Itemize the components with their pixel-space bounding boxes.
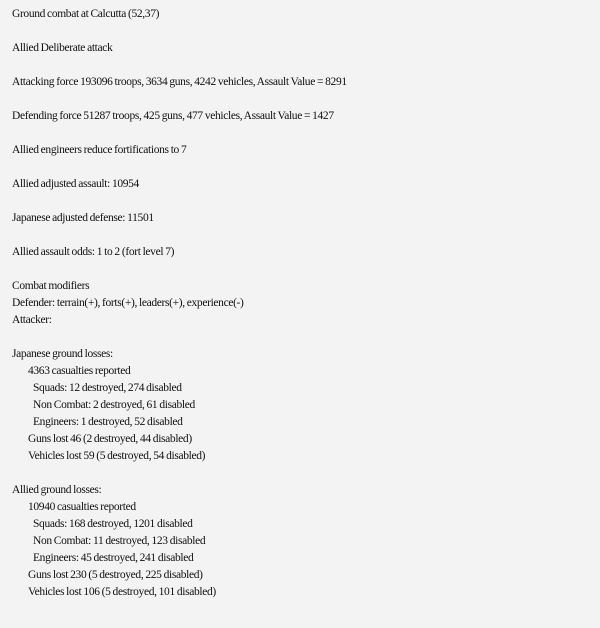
allied-losses-header: Allied ground losses:	[12, 484, 102, 496]
japanese-vehicles: Vehicles lost 59 (5 destroyed, 54 disabled)	[28, 450, 206, 462]
engineers-note: Allied engineers reduce fortifications to 7	[12, 144, 187, 156]
spacer	[12, 91, 588, 108]
japanese-losses-header: Japanese ground losses:	[12, 348, 113, 360]
spacer	[12, 465, 588, 482]
spacer	[12, 159, 588, 176]
allied-engineers: Engineers: 45 destroyed, 241 disabled	[33, 552, 194, 564]
attacker-modifiers: Attacker:	[12, 314, 52, 326]
attacking-force: Attacking force 193096 troops, 3634 guns, 4242 vehicles, Assault Value = 8291	[12, 76, 347, 88]
japanese-casualties: 4363 casualties reported	[28, 365, 131, 377]
report-title: Ground combat at Calcutta (52,37)	[12, 8, 160, 20]
allied-vehicles: Vehicles lost 106 (5 destroyed, 101 disabled)	[28, 586, 216, 598]
allied-guns: Guns lost 230 (5 destroyed, 225 disabled)	[28, 569, 203, 581]
japanese-squads: Squads: 12 destroyed, 274 disabled	[33, 382, 182, 394]
defender-modifiers: Defender: terrain(+), forts(+), leaders(+), experience(-)	[12, 297, 244, 309]
spacer	[12, 227, 588, 244]
assault-odds: Allied assault odds: 1 to 2 (fort level 7)	[12, 246, 175, 258]
defending-force: Defending force 51287 troops, 425 guns, 477 vehicles, Assault Value = 1427	[12, 110, 334, 122]
spacer	[12, 125, 588, 142]
spacer	[12, 261, 588, 278]
allied-casualties: 10940 casualties reported	[28, 501, 136, 513]
spacer	[12, 193, 588, 210]
adjusted-defense: Japanese adjusted defense: 11501	[12, 212, 154, 224]
spacer	[12, 57, 588, 74]
japanese-engineers: Engineers: 1 destroyed, 52 disabled	[33, 416, 183, 428]
japanese-guns: Guns lost 46 (2 destroyed, 44 disabled)	[28, 433, 192, 445]
allied-squads: Squads: 168 destroyed, 1201 disabled	[33, 518, 193, 530]
spacer	[12, 329, 588, 346]
japanese-non-combat: Non Combat: 2 destroyed, 61 disabled	[33, 399, 195, 411]
allied-non-combat: Non Combat: 11 destroyed, 123 disabled	[33, 535, 206, 547]
modifiers-header: Combat modifiers	[12, 280, 90, 292]
spacer	[12, 23, 588, 40]
adjusted-assault: Allied adjusted assault: 10954	[12, 178, 139, 190]
attack-type: Allied Deliberate attack	[12, 42, 113, 54]
